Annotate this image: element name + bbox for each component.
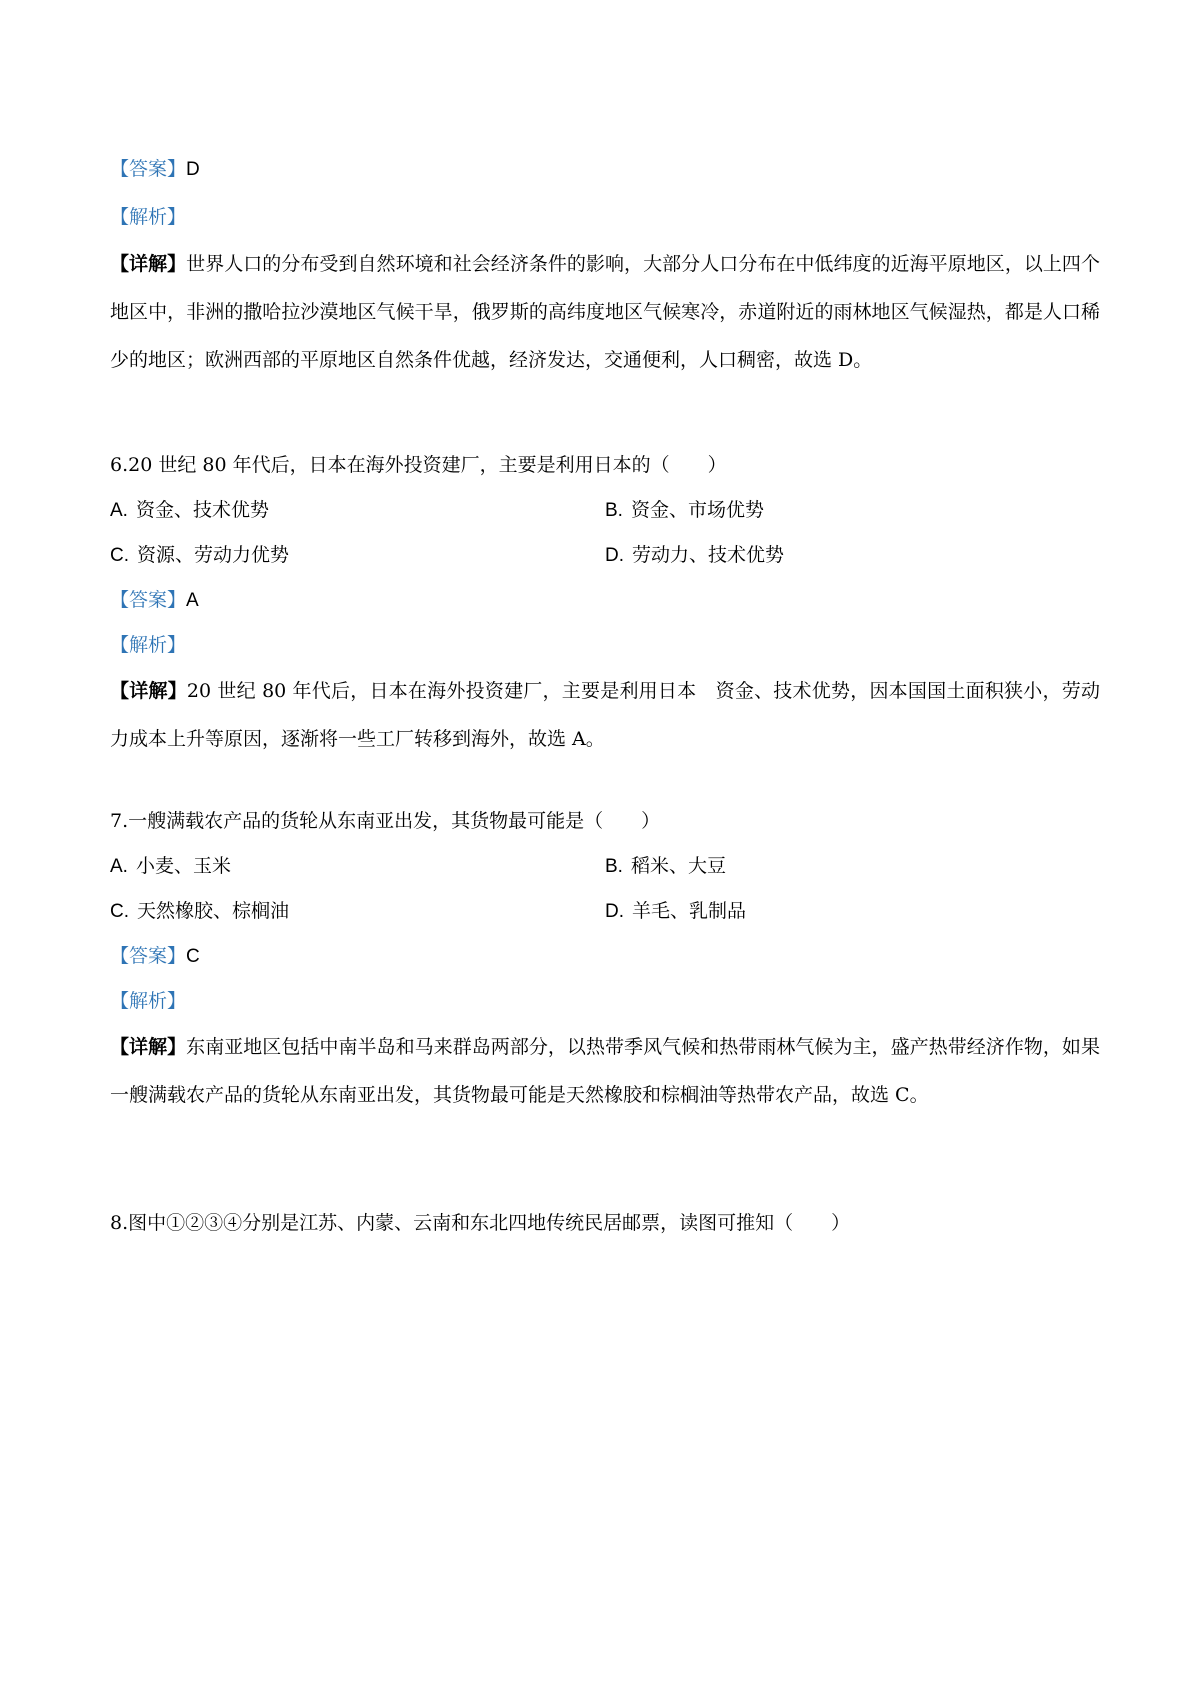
q7-option-b-text: 稻米、大豆 [630,855,726,877]
q6-option-b [605,497,764,524]
q7-analysis-tag: 【解析】 [110,990,187,1012]
q7-option-b-letter: B. [605,856,623,877]
q6-detail-tag: 【详解】 [110,680,187,702]
q6-option-a-letter: A. [110,500,128,521]
q7-option-a-text: 小麦、玉米 [135,855,231,877]
q5-answer-line [110,156,200,183]
q6-option-c [110,542,289,569]
q6-answer-tag: 【答案】 [110,589,187,611]
q7-option-c-letter: C. [110,901,129,922]
q5-analysis-tag: 【解析】 [110,206,187,228]
q7-option-d-text: 羊毛、乳制品 [632,900,747,922]
q6-answer-value: A [186,590,199,611]
q7-answer-line [110,943,200,970]
q6-option-b-letter: B. [605,500,623,521]
q6-option-d-text: 劳动力、技术优势 [632,544,785,566]
q6-option-c-text: 资源、劳动力优势 [137,544,290,566]
q5-detail-paragraph [110,240,1100,384]
q5-detail-tag: 【详解】 [110,253,187,275]
q6-answer-line [110,587,199,614]
q6-option-a [110,497,269,524]
q7-option-d-letter: D. [605,901,624,922]
q7-answer-tag: 【答案】 [110,945,187,967]
q6-option-a-text: 资金、技术优势 [135,499,269,521]
q7-option-c-text: 天然橡胶、棕榈油 [137,900,290,922]
q7-detail-text: 东南亚地区包括中南半岛和马来群岛两部分，以热带季风气候和热带雨林气候为主，盛产热带经济作物，如果一艘满载农产品的货轮从东南亚出发，其货物最可能是天然橡胶和棕榈油等热带农产品，故选 C。 [110,1036,1100,1106]
q6-analysis-tag: 【解析】 [110,634,187,656]
q7-detail-paragraph [110,1023,1100,1119]
q6-option-b-text: 资金、市场优势 [630,499,764,521]
q7-option-a [110,853,231,880]
q5-answer-value: D [186,159,200,180]
q7-question: 7.一艘满载农产品的货轮从东南亚出发，其货物最可能是（ ） [110,810,661,832]
q7-option-a-letter: A. [110,856,128,877]
q6-option-d-letter: D. [605,545,624,566]
q5-answer-tag: 【答案】 [110,158,187,180]
q6-question: 6.20 世纪 80 年代后，日本在海外投资建厂，主要是利用日本的（ ） [110,454,727,476]
q6-option-c-letter: C. [110,545,129,566]
q7-option-b [605,853,726,880]
q7-detail-tag: 【详解】 [110,1036,187,1058]
q6-detail-text: 20 世纪 80 年代后，日本在海外投资建厂，主要是利用日本 资金、技术优势，因本国国土面积狭小，劳动力成本上升等原因，逐渐将一些工厂转移到海外，故选 A。 [110,680,1100,750]
q5-detail-text: 世界人口的分布受到自然环境和社会经济条件的影响，大部分人口分布在中低纬度的近海平原地区，以上四个地区中，非洲的撒哈拉沙漠地区气候干旱，俄罗斯的高纬度地区气候寒冷，赤道附近的雨林地区气候湿热，都是人口稀少的地区；欧洲西部的平原地区自然条件优越，经济发达，交通便利，人口稠密，故选 D。 [110,253,1100,371]
q7-option-d [605,898,746,925]
q7-answer-value: C [186,946,200,967]
q7-option-c [110,898,289,925]
q6-option-d [605,542,784,569]
q8-question: 8.图中①②③④分别是江苏、内蒙、云南和东北四地传统民居邮票，读图可推知（ ） [110,1212,851,1234]
q6-detail-paragraph [110,667,1100,763]
